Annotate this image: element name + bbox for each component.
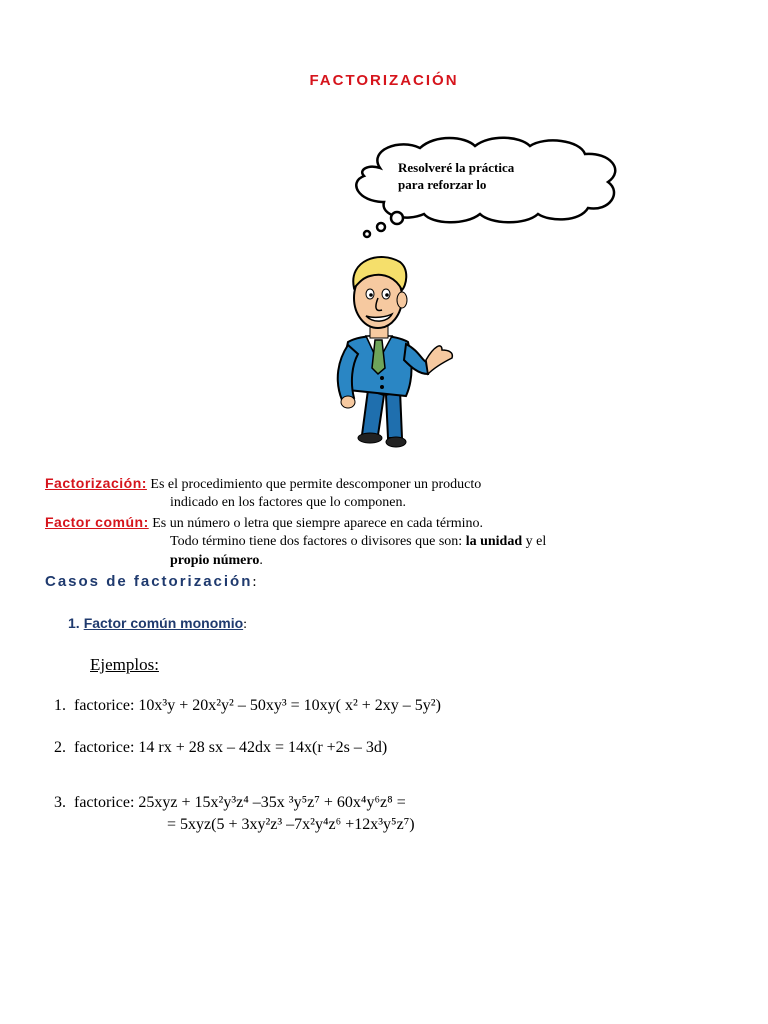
page-title: FACTORIZACIÓN (309, 72, 459, 89)
subsection-label: Factor común monomio (83, 615, 244, 631)
example-text: factorice: 10x³y + 20x²y² – 50xy³ = 10xy( x² + 2xy – 5y²) (74, 697, 441, 714)
example-number: 2. (54, 739, 66, 756)
example-number: 3. (54, 794, 66, 811)
section-heading-text: Casos de factorización (45, 573, 253, 590)
section-colon: : (252, 574, 257, 590)
example-3 (54, 794, 406, 812)
bubble-text (398, 159, 514, 193)
subsection-number: 1. (68, 615, 80, 631)
bubble-line-2: para reforzar lo (398, 177, 487, 192)
definition-factor-comun-line3 (170, 551, 263, 571)
definition-factorizacion (45, 473, 481, 495)
line3-end: . (259, 553, 263, 568)
example-text: factorice: 14 rx + 28 sx – 42dx = 14x(r +2s – 3d) (74, 739, 388, 756)
definition-factorizacion-line2: indicado en los factores que lo componen. (170, 495, 406, 510)
section-heading (45, 573, 257, 591)
line2-text: Todo término tiene dos factores o divisores que son: (170, 534, 466, 549)
example-1 (54, 697, 441, 715)
subsection-colon: : (243, 617, 248, 632)
example-3-line2: = 5xyz(5 + 3xy²z³ –7x²y⁴z⁶ +12x³y⁵z⁷) (167, 816, 415, 833)
example-number: 1. (54, 697, 66, 714)
term-factor-comun: Factor común: (45, 514, 149, 530)
line2-end: y el (522, 534, 547, 549)
bubble-line-1: Resolveré la práctica (398, 160, 515, 175)
la-unidad-bold: la unidad (465, 534, 523, 549)
definition-factor-comun (45, 512, 483, 534)
examples-label: Ejemplos: (90, 655, 159, 674)
term-factorizacion: Factorización: (45, 475, 147, 491)
definition-factor-comun-line2 (170, 532, 546, 552)
definition-factor-comun-line1: Es un número o letra que siempre aparece en cada término. (152, 516, 484, 531)
example-2 (54, 739, 387, 757)
subsection-heading (68, 615, 247, 633)
cartoon-man-illustration (330, 250, 460, 450)
definition-factorizacion-line1: Es el procedimiento que permite descomponer un producto (150, 477, 482, 492)
example-text: factorice: 25xyz + 15x²y³z⁴ –35x ³y⁵z⁷ + 60x⁴y⁶z⁸ = (74, 794, 406, 811)
propio-numero-bold: propio número (170, 553, 260, 568)
